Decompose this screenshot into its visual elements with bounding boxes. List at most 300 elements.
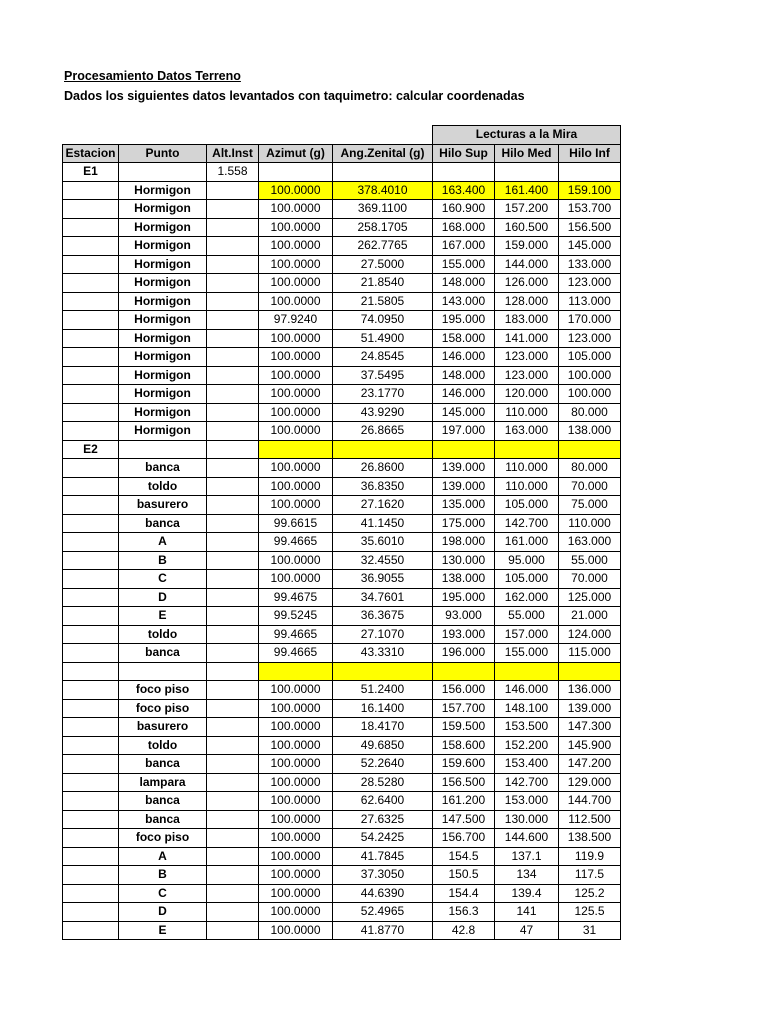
cell-estacion bbox=[63, 829, 119, 848]
cell-hilo-med: 120.000 bbox=[495, 385, 559, 404]
cell-azimut: 100.0000 bbox=[259, 255, 333, 274]
cell-hilo-inf: 113.000 bbox=[559, 292, 621, 311]
cell-hilo-inf: 153.700 bbox=[559, 200, 621, 219]
cell-estacion bbox=[63, 884, 119, 903]
cell-ang-zenital: 26.8600 bbox=[333, 459, 433, 478]
cell-hilo-med: 141.000 bbox=[495, 329, 559, 348]
cell-alt-inst bbox=[207, 662, 259, 681]
cell-estacion bbox=[63, 792, 119, 811]
cell-alt-inst bbox=[207, 755, 259, 774]
cell-alt-inst bbox=[207, 403, 259, 422]
table-row bbox=[63, 181, 621, 200]
cell-hilo-med: 95.000 bbox=[495, 551, 559, 570]
cell-azimut: 100.0000 bbox=[259, 237, 333, 256]
cell-azimut: 100.0000 bbox=[259, 755, 333, 774]
cell-alt-inst bbox=[207, 422, 259, 441]
cell-estacion bbox=[63, 385, 119, 404]
cell-punto: Hormigon bbox=[119, 329, 207, 348]
cell-punto: basurero bbox=[119, 718, 207, 737]
cell-hilo-inf: 100.000 bbox=[559, 366, 621, 385]
table-row bbox=[63, 903, 621, 922]
cell-estacion bbox=[63, 847, 119, 866]
cell-hilo-sup: 143.000 bbox=[433, 292, 495, 311]
cell-estacion bbox=[63, 403, 119, 422]
cell-estacion bbox=[63, 662, 119, 681]
cell-hilo-inf: 21.000 bbox=[559, 607, 621, 626]
cell-punto: D bbox=[119, 903, 207, 922]
cell-azimut: 100.0000 bbox=[259, 385, 333, 404]
cell-hilo-med: 110.000 bbox=[495, 477, 559, 496]
cell-hilo-inf: 75.000 bbox=[559, 496, 621, 515]
cell-ang-zenital: 21.5805 bbox=[333, 292, 433, 311]
table-row bbox=[63, 200, 621, 219]
cell-hilo-sup: 197.000 bbox=[433, 422, 495, 441]
cell-azimut: 100.0000 bbox=[259, 218, 333, 237]
cell-punto: banca bbox=[119, 644, 207, 663]
cell-hilo-sup: 135.000 bbox=[433, 496, 495, 515]
cell-azimut: 100.0000 bbox=[259, 718, 333, 737]
cell-hilo-sup bbox=[433, 440, 495, 459]
cell-hilo-med: 153.500 bbox=[495, 718, 559, 737]
cell-alt-inst bbox=[207, 681, 259, 700]
cell-hilo-med: 161.000 bbox=[495, 533, 559, 552]
cell-azimut: 99.5245 bbox=[259, 607, 333, 626]
cell-alt-inst bbox=[207, 292, 259, 311]
cell-hilo-inf: 119.9 bbox=[559, 847, 621, 866]
cell-hilo-med: 155.000 bbox=[495, 644, 559, 663]
cell-estacion bbox=[63, 736, 119, 755]
cell-azimut: 100.0000 bbox=[259, 496, 333, 515]
table-row bbox=[63, 662, 621, 681]
cell-azimut: 100.0000 bbox=[259, 422, 333, 441]
cell-alt-inst bbox=[207, 496, 259, 515]
cell-hilo-sup: 159.500 bbox=[433, 718, 495, 737]
cell-hilo-sup: 42.8 bbox=[433, 921, 495, 940]
cell-hilo-sup: 160.900 bbox=[433, 200, 495, 219]
table-row bbox=[63, 514, 621, 533]
cell-hilo-inf: 145.900 bbox=[559, 736, 621, 755]
cell-ang-zenital: 37.3050 bbox=[333, 866, 433, 885]
cell-hilo-inf: 147.300 bbox=[559, 718, 621, 737]
header-row bbox=[63, 144, 621, 163]
cell-hilo-inf: 70.000 bbox=[559, 570, 621, 589]
cell-azimut: 100.0000 bbox=[259, 348, 333, 367]
table-row bbox=[63, 718, 621, 737]
cell-ang-zenital: 369.1100 bbox=[333, 200, 433, 219]
cell-punto: B bbox=[119, 551, 207, 570]
cell-ang-zenital: 16.1400 bbox=[333, 699, 433, 718]
cell-estacion bbox=[63, 551, 119, 570]
cell-hilo-inf: 110.000 bbox=[559, 514, 621, 533]
header-hilo-sup: Hilo Sup bbox=[433, 144, 495, 163]
cell-hilo-inf: 125.5 bbox=[559, 903, 621, 922]
cell-estacion bbox=[63, 274, 119, 293]
cell-hilo-inf: 156.500 bbox=[559, 218, 621, 237]
table-row bbox=[63, 329, 621, 348]
cell-azimut: 99.4665 bbox=[259, 625, 333, 644]
cell-hilo-inf: 117.5 bbox=[559, 866, 621, 885]
cell-punto: banca bbox=[119, 810, 207, 829]
cell-alt-inst bbox=[207, 477, 259, 496]
cell-azimut: 99.6615 bbox=[259, 514, 333, 533]
cell-hilo-inf: 136.000 bbox=[559, 681, 621, 700]
cell-hilo-sup: 193.000 bbox=[433, 625, 495, 644]
cell-alt-inst bbox=[207, 884, 259, 903]
cell-punto: Hormigon bbox=[119, 311, 207, 330]
cell-estacion bbox=[63, 644, 119, 663]
cell-azimut: 100.0000 bbox=[259, 699, 333, 718]
table-row bbox=[63, 348, 621, 367]
cell-punto: Hormigon bbox=[119, 255, 207, 274]
cell-punto: A bbox=[119, 847, 207, 866]
cell-hilo-sup: 198.000 bbox=[433, 533, 495, 552]
document-subtitle: Dados los siguientes datos levantados con taquimetro: calcular coordenadas bbox=[64, 89, 525, 103]
cell-punto: foco piso bbox=[119, 681, 207, 700]
cell-punto: toldo bbox=[119, 736, 207, 755]
cell-ang-zenital: 28.5280 bbox=[333, 773, 433, 792]
cell-hilo-med: 105.000 bbox=[495, 570, 559, 589]
cell-hilo-sup bbox=[433, 163, 495, 182]
cell-hilo-sup: 145.000 bbox=[433, 403, 495, 422]
cell-hilo-med: 128.000 bbox=[495, 292, 559, 311]
table-row bbox=[63, 644, 621, 663]
table-row bbox=[63, 625, 621, 644]
cell-punto: foco piso bbox=[119, 829, 207, 848]
cell-ang-zenital: 54.2425 bbox=[333, 829, 433, 848]
table-row bbox=[63, 440, 621, 459]
cell-alt-inst bbox=[207, 533, 259, 552]
cell-hilo-sup: 93.000 bbox=[433, 607, 495, 626]
cell-hilo-med: 157.000 bbox=[495, 625, 559, 644]
cell-ang-zenital: 26.8665 bbox=[333, 422, 433, 441]
cell-hilo-sup: 157.700 bbox=[433, 699, 495, 718]
cell-ang-zenital: 51.4900 bbox=[333, 329, 433, 348]
cell-estacion bbox=[63, 607, 119, 626]
cell-hilo-sup: 154.5 bbox=[433, 847, 495, 866]
cell-hilo-inf: 138.500 bbox=[559, 829, 621, 848]
cell-hilo-sup: 146.000 bbox=[433, 348, 495, 367]
cell-azimut: 100.0000 bbox=[259, 903, 333, 922]
header-hilo-med: Hilo Med bbox=[495, 144, 559, 163]
cell-alt-inst bbox=[207, 440, 259, 459]
cell-hilo-med: 146.000 bbox=[495, 681, 559, 700]
cell-punto: E bbox=[119, 921, 207, 940]
cell-estacion bbox=[63, 588, 119, 607]
cell-azimut: 100.0000 bbox=[259, 181, 333, 200]
cell-ang-zenital: 41.7845 bbox=[333, 847, 433, 866]
cell-ang-zenital: 24.8545 bbox=[333, 348, 433, 367]
table-row bbox=[63, 274, 621, 293]
cell-punto: banca bbox=[119, 792, 207, 811]
cell-alt-inst bbox=[207, 847, 259, 866]
cell-hilo-inf: 129.000 bbox=[559, 773, 621, 792]
cell-hilo-med: 162.000 bbox=[495, 588, 559, 607]
cell-ang-zenital: 27.1070 bbox=[333, 625, 433, 644]
header-hilo-inf: Hilo Inf bbox=[559, 144, 621, 163]
cell-ang-zenital: 52.2640 bbox=[333, 755, 433, 774]
cell-azimut: 100.0000 bbox=[259, 792, 333, 811]
cell-punto: banca bbox=[119, 514, 207, 533]
table-row bbox=[63, 551, 621, 570]
header-punto: Punto bbox=[119, 144, 207, 163]
table-row bbox=[63, 163, 621, 182]
cell-azimut: 97.9240 bbox=[259, 311, 333, 330]
cell-alt-inst bbox=[207, 625, 259, 644]
cell-azimut: 100.0000 bbox=[259, 570, 333, 589]
cell-estacion bbox=[63, 514, 119, 533]
cell-hilo-inf: 115.000 bbox=[559, 644, 621, 663]
table-row bbox=[63, 866, 621, 885]
table-row bbox=[63, 829, 621, 848]
cell-ang-zenital: 36.8350 bbox=[333, 477, 433, 496]
cell-punto: C bbox=[119, 570, 207, 589]
cell-punto: Hormigon bbox=[119, 237, 207, 256]
cell-estacion bbox=[63, 292, 119, 311]
cell-ang-zenital: 41.1450 bbox=[333, 514, 433, 533]
table-row bbox=[63, 736, 621, 755]
cell-punto bbox=[119, 440, 207, 459]
data-table bbox=[62, 125, 621, 940]
cell-hilo-med: 123.000 bbox=[495, 348, 559, 367]
cell-hilo-med: 153.400 bbox=[495, 755, 559, 774]
cell-hilo-sup: 148.000 bbox=[433, 274, 495, 293]
cell-hilo-sup: 156.500 bbox=[433, 773, 495, 792]
cell-ang-zenital: 74.0950 bbox=[333, 311, 433, 330]
cell-hilo-med: 130.000 bbox=[495, 810, 559, 829]
table-row bbox=[63, 255, 621, 274]
cell-ang-zenital bbox=[333, 163, 433, 182]
cell-hilo-sup: 195.000 bbox=[433, 588, 495, 607]
cell-punto: lampara bbox=[119, 773, 207, 792]
cell-azimut: 100.0000 bbox=[259, 200, 333, 219]
cell-alt-inst bbox=[207, 866, 259, 885]
table-row bbox=[63, 792, 621, 811]
cell-hilo-med: 139.4 bbox=[495, 884, 559, 903]
table-row bbox=[63, 311, 621, 330]
cell-alt-inst bbox=[207, 570, 259, 589]
group-header-row bbox=[63, 126, 621, 145]
header-estacion: Estacion bbox=[63, 144, 119, 163]
cell-hilo-med: 183.000 bbox=[495, 311, 559, 330]
cell-hilo-med bbox=[495, 662, 559, 681]
cell-hilo-med: 159.000 bbox=[495, 237, 559, 256]
cell-alt-inst bbox=[207, 792, 259, 811]
cell-ang-zenital: 43.9290 bbox=[333, 403, 433, 422]
table-row bbox=[63, 570, 621, 589]
cell-azimut: 100.0000 bbox=[259, 921, 333, 940]
cell-ang-zenital: 52.4965 bbox=[333, 903, 433, 922]
cell-azimut: 100.0000 bbox=[259, 274, 333, 293]
cell-ang-zenital bbox=[333, 662, 433, 681]
cell-alt-inst bbox=[207, 255, 259, 274]
cell-ang-zenital bbox=[333, 440, 433, 459]
cell-alt-inst bbox=[207, 348, 259, 367]
table-row bbox=[63, 847, 621, 866]
cell-estacion bbox=[63, 921, 119, 940]
cell-hilo-inf: 100.000 bbox=[559, 385, 621, 404]
cell-hilo-sup: 168.000 bbox=[433, 218, 495, 237]
cell-hilo-inf: 80.000 bbox=[559, 459, 621, 478]
cell-ang-zenital: 37.5495 bbox=[333, 366, 433, 385]
cell-hilo-med: 126.000 bbox=[495, 274, 559, 293]
table-row bbox=[63, 884, 621, 903]
cell-estacion bbox=[63, 810, 119, 829]
table-row bbox=[63, 681, 621, 700]
cell-hilo-inf: 124.000 bbox=[559, 625, 621, 644]
cell-punto: toldo bbox=[119, 477, 207, 496]
cell-hilo-sup: 167.000 bbox=[433, 237, 495, 256]
table-row bbox=[63, 459, 621, 478]
table-row bbox=[63, 699, 621, 718]
cell-punto: C bbox=[119, 884, 207, 903]
table-row bbox=[63, 773, 621, 792]
cell-ang-zenital: 36.9055 bbox=[333, 570, 433, 589]
cell-azimut: 100.0000 bbox=[259, 292, 333, 311]
cell-hilo-sup: 138.000 bbox=[433, 570, 495, 589]
cell-hilo-inf: 112.500 bbox=[559, 810, 621, 829]
cell-alt-inst bbox=[207, 274, 259, 293]
cell-estacion bbox=[63, 459, 119, 478]
cell-azimut: 99.4665 bbox=[259, 533, 333, 552]
cell-alt-inst bbox=[207, 385, 259, 404]
cell-hilo-sup: 156.700 bbox=[433, 829, 495, 848]
cell-azimut: 100.0000 bbox=[259, 403, 333, 422]
cell-alt-inst: 1.558 bbox=[207, 163, 259, 182]
cell-hilo-inf bbox=[559, 440, 621, 459]
cell-ang-zenital: 378.4010 bbox=[333, 181, 433, 200]
table-row bbox=[63, 607, 621, 626]
cell-hilo-sup: 147.500 bbox=[433, 810, 495, 829]
cell-punto: Hormigon bbox=[119, 200, 207, 219]
cell-hilo-inf: 55.000 bbox=[559, 551, 621, 570]
cell-hilo-sup: 156.3 bbox=[433, 903, 495, 922]
cell-hilo-med: 148.100 bbox=[495, 699, 559, 718]
cell-alt-inst bbox=[207, 699, 259, 718]
cell-punto: foco piso bbox=[119, 699, 207, 718]
cell-ang-zenital: 27.6325 bbox=[333, 810, 433, 829]
cell-alt-inst bbox=[207, 921, 259, 940]
cell-punto: Hormigon bbox=[119, 348, 207, 367]
cell-hilo-med: 123.000 bbox=[495, 366, 559, 385]
cell-hilo-sup: 158.600 bbox=[433, 736, 495, 755]
cell-estacion bbox=[63, 699, 119, 718]
cell-alt-inst bbox=[207, 810, 259, 829]
cell-alt-inst bbox=[207, 718, 259, 737]
cell-alt-inst bbox=[207, 588, 259, 607]
cell-azimut: 100.0000 bbox=[259, 866, 333, 885]
cell-estacion bbox=[63, 718, 119, 737]
cell-azimut: 100.0000 bbox=[259, 847, 333, 866]
cell-estacion bbox=[63, 200, 119, 219]
cell-estacion bbox=[63, 866, 119, 885]
cell-azimut: 100.0000 bbox=[259, 773, 333, 792]
cell-alt-inst bbox=[207, 829, 259, 848]
cell-ang-zenital: 34.7601 bbox=[333, 588, 433, 607]
cell-ang-zenital: 62.6400 bbox=[333, 792, 433, 811]
cell-estacion bbox=[63, 237, 119, 256]
cell-hilo-med: 105.000 bbox=[495, 496, 559, 515]
cell-estacion bbox=[63, 311, 119, 330]
cell-hilo-sup: 148.000 bbox=[433, 366, 495, 385]
cell-hilo-inf: 144.700 bbox=[559, 792, 621, 811]
cell-hilo-med: 157.200 bbox=[495, 200, 559, 219]
cell-hilo-inf: 138.000 bbox=[559, 422, 621, 441]
cell-estacion bbox=[63, 625, 119, 644]
cell-hilo-inf: 170.000 bbox=[559, 311, 621, 330]
cell-azimut: 100.0000 bbox=[259, 884, 333, 903]
table-row bbox=[63, 237, 621, 256]
table-row bbox=[63, 921, 621, 940]
cell-alt-inst bbox=[207, 736, 259, 755]
cell-azimut: 100.0000 bbox=[259, 329, 333, 348]
table-row bbox=[63, 385, 621, 404]
cell-alt-inst bbox=[207, 200, 259, 219]
cell-hilo-inf: 123.000 bbox=[559, 274, 621, 293]
cell-hilo-med bbox=[495, 440, 559, 459]
cell-estacion bbox=[63, 570, 119, 589]
cell-azimut bbox=[259, 163, 333, 182]
cell-punto: banca bbox=[119, 755, 207, 774]
cell-punto: A bbox=[119, 533, 207, 552]
cell-azimut bbox=[259, 662, 333, 681]
table-row bbox=[63, 292, 621, 311]
cell-punto: toldo bbox=[119, 625, 207, 644]
cell-hilo-med: 142.700 bbox=[495, 773, 559, 792]
cell-hilo-med: 110.000 bbox=[495, 459, 559, 478]
table-row bbox=[63, 533, 621, 552]
cell-azimut bbox=[259, 440, 333, 459]
cell-hilo-inf: 145.000 bbox=[559, 237, 621, 256]
cell-alt-inst bbox=[207, 181, 259, 200]
cell-hilo-sup: 161.200 bbox=[433, 792, 495, 811]
cell-punto: Hormigon bbox=[119, 385, 207, 404]
cell-hilo-inf: 125.000 bbox=[559, 588, 621, 607]
cell-hilo-sup: 163.400 bbox=[433, 181, 495, 200]
cell-alt-inst bbox=[207, 551, 259, 570]
cell-hilo-sup: 196.000 bbox=[433, 644, 495, 663]
cell-ang-zenital: 27.5000 bbox=[333, 255, 433, 274]
cell-ang-zenital: 18.4170 bbox=[333, 718, 433, 737]
cell-hilo-inf: 133.000 bbox=[559, 255, 621, 274]
table-body bbox=[63, 163, 621, 940]
cell-azimut: 100.0000 bbox=[259, 829, 333, 848]
cell-azimut: 100.0000 bbox=[259, 810, 333, 829]
cell-hilo-inf: 147.200 bbox=[559, 755, 621, 774]
cell-ang-zenital: 23.1770 bbox=[333, 385, 433, 404]
cell-estacion bbox=[63, 329, 119, 348]
cell-alt-inst bbox=[207, 218, 259, 237]
cell-hilo-inf: 31 bbox=[559, 921, 621, 940]
cell-punto: Hormigon bbox=[119, 218, 207, 237]
header-azimut: Azimut (g) bbox=[259, 144, 333, 163]
cell-ang-zenital: 43.3310 bbox=[333, 644, 433, 663]
cell-hilo-med: 153.000 bbox=[495, 792, 559, 811]
cell-hilo-med: 144.000 bbox=[495, 255, 559, 274]
cell-hilo-inf: 159.100 bbox=[559, 181, 621, 200]
group-header: Lecturas a la Mira bbox=[433, 126, 621, 145]
cell-hilo-sup bbox=[433, 662, 495, 681]
table-row bbox=[63, 366, 621, 385]
cell-ang-zenital: 49.6850 bbox=[333, 736, 433, 755]
cell-estacion bbox=[63, 366, 119, 385]
cell-hilo-inf: 163.000 bbox=[559, 533, 621, 552]
cell-hilo-med: 161.400 bbox=[495, 181, 559, 200]
cell-punto bbox=[119, 662, 207, 681]
header-ang-zenital: Ang.Zenital (g) bbox=[333, 144, 433, 163]
cell-hilo-med: 110.000 bbox=[495, 403, 559, 422]
cell-estacion bbox=[63, 496, 119, 515]
cell-punto: Hormigon bbox=[119, 292, 207, 311]
